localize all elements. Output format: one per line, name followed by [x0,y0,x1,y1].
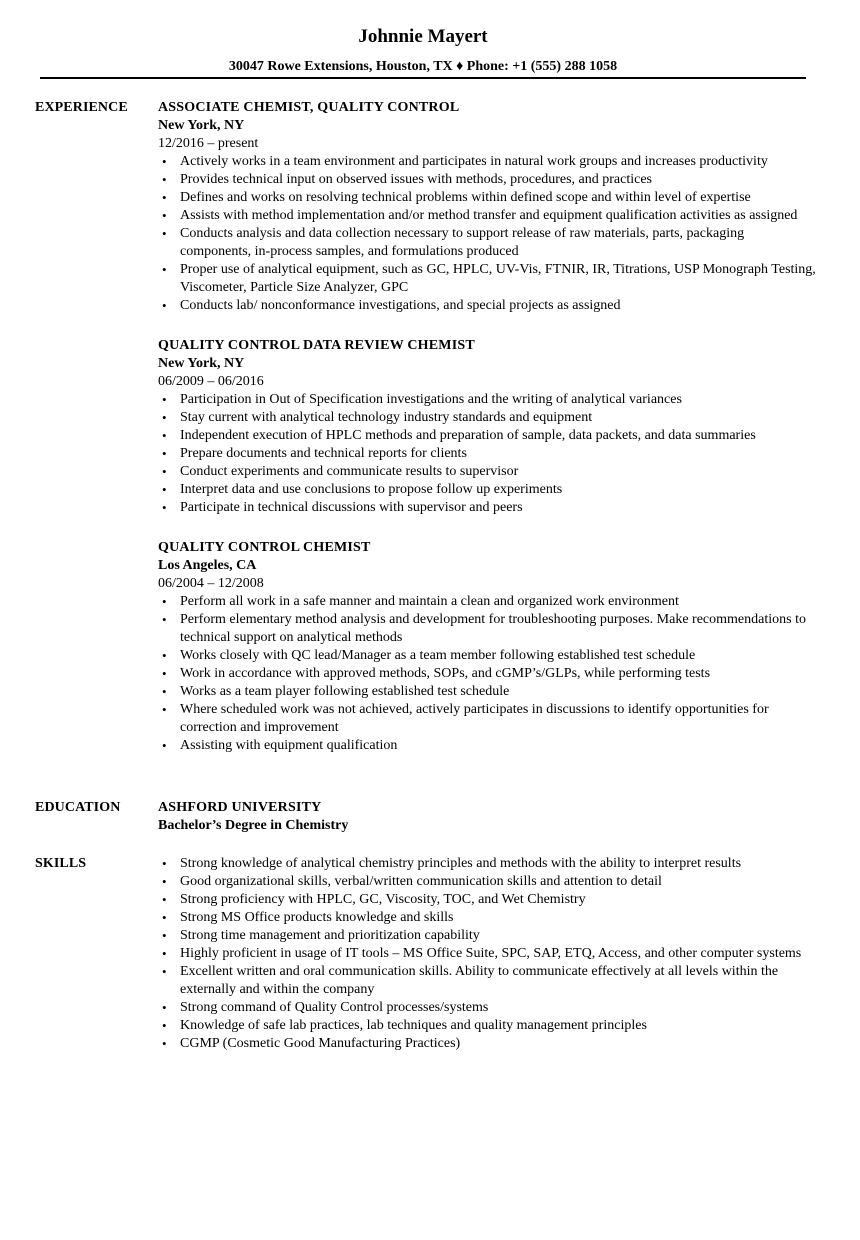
education-heading: EDUCATION [35,800,121,815]
bullet-item: • Actively works in a team environment and participates in natural work groups and increases productivity [158,153,818,171]
bullet-item: • Perform elementary method analysis and development for troubleshooting purposes. Make recommendations to technical support on analytical methods [158,611,818,647]
job-bullets [158,153,818,315]
school-name: ASHFORD UNIVERSITY [158,800,322,815]
bullet-item: • Work in accordance with approved methods, SOPs, and cGMP’s/GLPs, while performing tests [158,665,818,683]
skill-item: • CGMP (Cosmetic Good Manufacturing Practices) [158,1035,818,1053]
bullet-item: • Independent execution of HPLC methods and preparation of sample, data packets, and data summaries [158,427,818,445]
bullet-item: • Assisting with equipment qualification [158,737,818,755]
bullet-item: • Conducts lab/ nonconformance investigations, and special projects as assigned [158,297,818,315]
experience-body [158,99,818,777]
bullet-item: • Where scheduled work was not achieved, actively participates in discussions to identify opportunities for correction and improvement [158,701,818,737]
bullet-item: • Provides technical input on observed issues with methods, procedures, and practices [158,171,818,189]
job-dates: 06/2009 – 06/2016 [158,374,264,389]
skill-item: • Strong command of Quality Control processes/systems [158,999,818,1017]
bullet-item: • Perform all work in a safe manner and maintain a clean and organized work environment [158,593,818,611]
job-dates: 06/2004 – 12/2008 [158,576,264,591]
education-body [158,799,818,835]
skill-item: • Knowledge of safe lab practices, lab techniques and quality management principles [158,1017,818,1035]
bullet-item: • Conduct experiments and communicate results to supervisor [158,463,818,481]
bullet-item: • Assists with method implementation and/or method transfer and equipment qualification activities as assigned [158,207,818,225]
bullet-item: • Defines and works on resolving technical problems within defined scope and within level of expertise [158,189,818,207]
skill-item: • Good organizational skills, verbal/written communication skills and attention to detail [158,873,818,891]
bullet-item: • Proper use of analytical equipment, such as GC, HPLC, UV-Vis, FTNIR, IR, Titrations, USP Monograph Testing, Viscometer, Particle Size Analyzer, GPC [158,261,818,297]
job-location: New York, NY [158,356,245,371]
skill-item: • Strong MS Office products knowledge and skills [158,909,818,927]
skills-body [158,855,818,1053]
job-entry [158,99,818,315]
job-entry [158,539,818,755]
contact-line: 30047 Rowe Extensions, Houston, TX ♦ Phone: +1 (555) 288 1058 [228,59,618,74]
skills-heading: SKILLS [35,856,87,871]
bullet-item: • Prepare documents and technical reports for clients [158,445,818,463]
bullet-item: • Works closely with QC lead/Manager as a team member following established test schedule [158,647,818,665]
job-dates: 12/2016 – present [158,136,259,151]
skill-item: • Strong knowledge of analytical chemistry principles and methods with the ability to interpret results [158,855,818,873]
header-divider [40,77,806,79]
skill-item: • Strong proficiency with HPLC, GC, Viscosity, TOC, and Wet Chemistry [158,891,818,909]
skill-item: • Strong time management and prioritization capability [158,927,818,945]
bullet-item: • Interpret data and use conclusions to propose follow up experiments [158,481,818,499]
job-title: QUALITY CONTROL DATA REVIEW CHEMIST [158,338,475,353]
skills-list [158,855,818,1053]
bullet-item: • Participate in technical discussions with supervisor and peers [158,499,818,517]
job-bullets [158,593,818,755]
bullet-item: • Conducts analysis and data collection necessary to support release of raw materials, parts, packaging components, in-process samples, and formulations produced [158,225,818,261]
job-bullets [158,391,818,517]
skill-item: • Highly proficient in usage of IT tools – MS Office Suite, SPC, SAP, ETQ, Access, and other computer systems [158,945,818,963]
job-title: ASSOCIATE CHEMIST, QUALITY CONTROL [158,100,460,115]
skill-item: • Excellent written and oral communication skills. Ability to communicate effectively at all levels within the externally and within the company [158,963,818,999]
candidate-name: Johnnie Mayert [358,26,488,47]
job-location: New York, NY [158,118,245,133]
bullet-item: • Stay current with analytical technology industry standards and equipment [158,409,818,427]
job-entry [158,337,818,517]
bullet-item: • Works as a team player following established test schedule [158,683,818,701]
bullet-item: • Participation in Out of Specification investigations and the writing of analytical variances [158,391,818,409]
experience-heading: EXPERIENCE [35,100,128,115]
degree-name: Bachelor’s Degree in Chemistry [158,818,349,833]
job-title: QUALITY CONTROL CHEMIST [158,540,371,555]
job-location: Los Angeles, CA [158,558,257,573]
